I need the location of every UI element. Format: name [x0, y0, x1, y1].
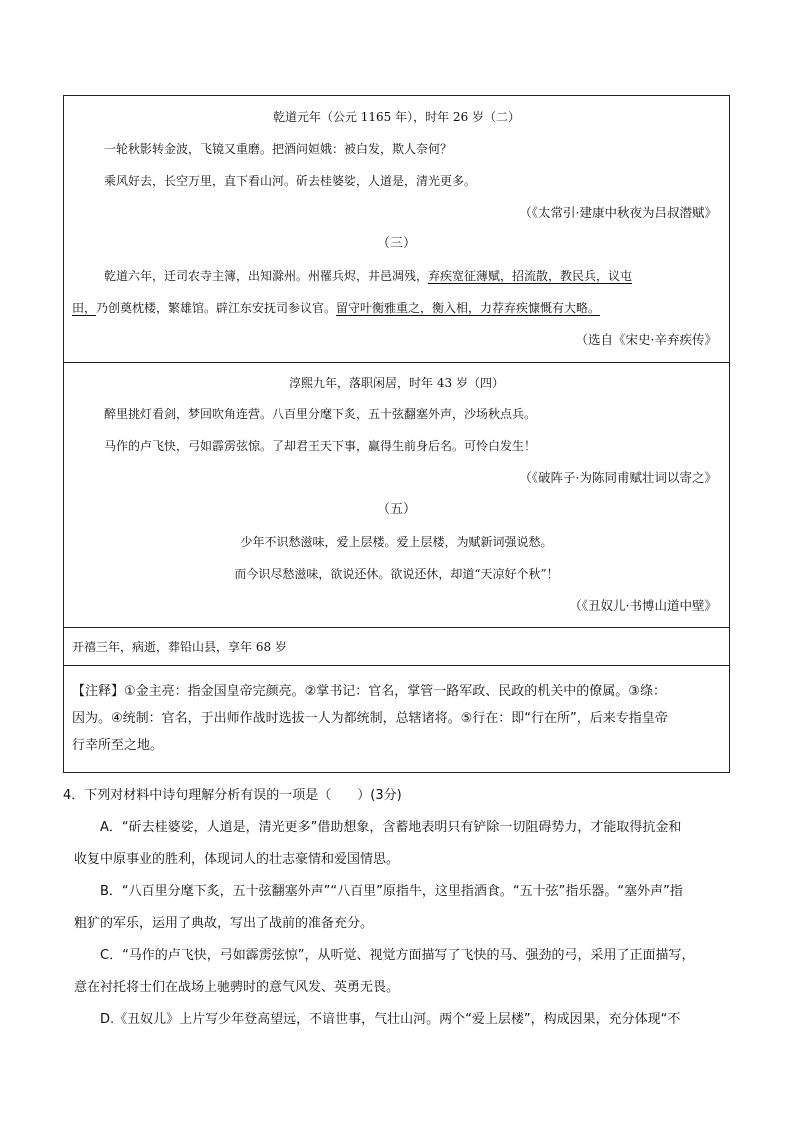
- s6-line-1: 开禧三年，病逝，葬铅山县，享年 68 岁: [72, 640, 287, 654]
- option-a-line-1: A．“斫去桂婆娑，人道是，清光更多”借助想象，含蓄地表明只有铲除一切阻碍势力，才能取得抗金和: [100, 820, 682, 835]
- s5-line-2: 而今识尽愁滋味，欲说还休。欲说还休，却道“天凉好个秋”！: [234, 567, 559, 581]
- s4-source: （《破阵子·为陈同甫赋壮词以寄之》: [519, 470, 717, 485]
- s3-underline-1: 弃疾宽征薄赋，招流散，教民兵，议屯: [428, 269, 633, 283]
- option-d-line-1: D.《丑奴儿》上片写少年登高望远，不谙世事，气壮山河。两个“爱上层楼”，构成因果，充分体现“不: [100, 1012, 681, 1027]
- notes: [72, 678, 721, 759]
- option-c-line-1: C．“马作的卢飞快，弓如霹雳弦惊”，从听觉、视觉方面描写了飞快的马、强劲的弓，采用了正面描写，: [100, 948, 695, 963]
- s4-line-1: 醉里挑灯看剑，梦回吹角连营。八百里分麾下炙，五十弦翻塞外声，沙场秋点兵。: [104, 407, 537, 421]
- s2-line-1: 一轮秋影转金波，飞镜又重磨。把酒问姮娥：被白发，欺人奈何？: [104, 142, 453, 156]
- question-stem: 4．下列对材料中诗句理解分析有误的一项是（ ）(3分): [63, 788, 402, 803]
- section-4-5: [64, 363, 729, 628]
- section-2-3: [64, 96, 729, 363]
- s4-line-2: 马作的卢飞快，弓如霹雳弦惊。了却君王天下事，赢得生前身后名。可怜白发生！: [104, 439, 537, 453]
- s3-line-2: 田，乃创奠枕楼，繁雄馆。辟江东安抚司参议官。留守叶衡雅重之，衡入相，力荐弃疾慷慨有大略。: [72, 301, 601, 315]
- s5-source: （《丑奴儿·书博山道中壁》: [569, 598, 717, 613]
- s2-line-2: 乘风好去，长空万里，直下看山河。斫去桂婆娑，人道是，清光更多。: [104, 174, 477, 188]
- s3-source: （选自《宋史·辛弃疾传》: [575, 332, 717, 347]
- option-b-line-1: B．“八百里分麾下炙，五十弦翻塞外声”“八百里”原指牛，这里指酒食。“五十弦”指乐器。“塞外声”指: [100, 884, 683, 899]
- s4-title: 淳熙九年，落职闲居，时年 43 岁（四）: [289, 376, 504, 390]
- notes-section: [64, 666, 729, 772]
- option-a-line-2: 收复中原事业的胜利，体现词人的壮志豪情和爱国情思。: [74, 852, 400, 867]
- s3-line-1: 乾道六年，迁司农寺主簿，出知滁州。州罹兵烬，井邑凋残，弃疾宽征薄赋，招流散，教民兵，议屯: [104, 269, 633, 283]
- section-6: [64, 628, 729, 666]
- s5-line-1: 少年不识愁滋味，爱上层楼。爱上层楼，为赋新词强说愁。: [240, 535, 553, 549]
- notes-line-1: 【注释】①金主亮：指金国皇帝完颜亮。②掌书记：官名，掌管一路军政、民政的机关中的僚属。③绦：: [72, 684, 666, 699]
- s5-title: （五）: [376, 502, 416, 517]
- s3-title: （三）: [376, 236, 416, 251]
- s2-title: 乾道元年（公元 1165 年），时年 26 岁（二）: [272, 110, 521, 124]
- option-b-line-2: 粗犷的军乐，运用了典故，写出了战前的准备充分。: [74, 916, 374, 931]
- s2-source: （《太常引·建康中秋夜为吕叔潜赋》: [519, 205, 717, 220]
- s3-underline-2: 留守叶衡雅重之，衡入相，力荐弃疾慷慨有大略。: [336, 301, 601, 315]
- option-c-line-2: 意在衬托将士们在战场上驰骋时的意气风发、英勇无畏。: [74, 980, 400, 995]
- notes-line-2: 因为。④统制：官名，于出师作战时选拔一人为都统制，总辖诸将。⑤行在：即“行在所”，后来专指皇帝: [72, 711, 668, 726]
- material-table: [63, 95, 730, 773]
- notes-line-3: 行幸所至之地。: [72, 738, 164, 753]
